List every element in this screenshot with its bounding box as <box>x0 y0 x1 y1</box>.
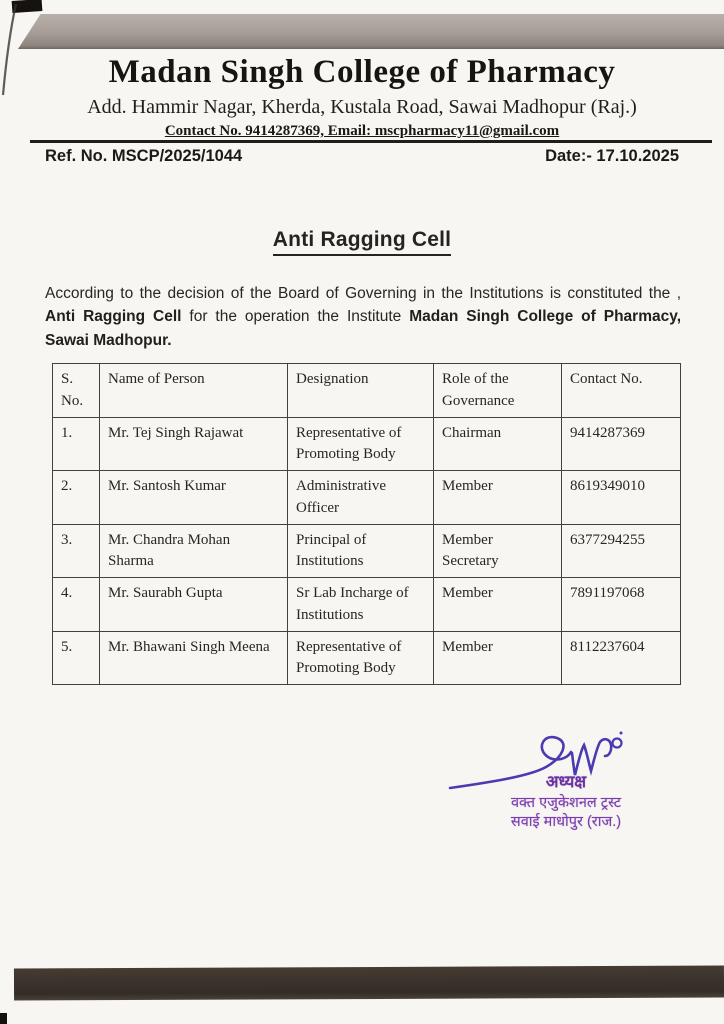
table-row <box>53 524 681 578</box>
college-contact: Contact No. 9414287369, Email: mscpharmacy11@gmail.com <box>164 122 560 139</box>
col-header-designation: Designation <box>288 364 434 418</box>
paragraph-seg3: for the operation the Institute <box>181 308 410 326</box>
cell-sno: 4. <box>53 578 100 632</box>
cell-role: Member <box>434 471 562 525</box>
stamp-trust-name: वक्त एजुकेशनल ट्रस्ट <box>510 794 622 811</box>
cell-name: Mr. Saurabh Gupta <box>100 578 288 632</box>
cell-name: Mr. Bhawani Singh Meena <box>100 631 288 685</box>
rubber-stamp-text <box>476 772 656 832</box>
cell-contact: 6377294255 <box>562 524 681 578</box>
scan-shadow-band-top <box>18 14 724 49</box>
cell-designation: Principal of Institutions <box>288 524 434 578</box>
college-title: Madan Singh College of Pharmacy <box>108 54 616 90</box>
document-date: Date:- 17.10.2025 <box>545 147 679 165</box>
stamp-designation: अध्यक्ष <box>545 773 587 791</box>
cell-role: Member <box>434 578 562 632</box>
document-heading-wrap <box>0 228 724 256</box>
committee-table <box>52 363 681 685</box>
table-row <box>53 471 681 525</box>
reference-row <box>45 147 679 166</box>
cell-role: Chairman <box>434 417 562 471</box>
cell-designation: Representative of Promoting Body <box>288 631 434 685</box>
cell-contact: 8619349010 <box>562 471 681 525</box>
cell-contact: 9414287369 <box>562 417 681 471</box>
document-heading: Anti Ragging Cell <box>273 228 451 256</box>
table-row <box>53 578 681 632</box>
cell-sno: 5. <box>53 631 100 685</box>
col-header-sno: S. No. <box>53 364 100 418</box>
cell-designation: Sr Lab Incharge of Institutions <box>288 578 434 632</box>
table-header-row <box>53 364 681 418</box>
stamp-location: सवाई माधोपुर (राज.) <box>510 813 622 830</box>
paragraph-seg2-bold: Anti Ragging Cell <box>45 308 182 326</box>
body-paragraph <box>45 282 681 352</box>
col-header-contact: Contact No. <box>562 364 681 418</box>
table-row <box>53 417 681 471</box>
cell-name: Mr. Chandra Mohan Sharma <box>100 524 288 578</box>
cell-contact: 7891197068 <box>562 578 681 632</box>
cell-role: Member <box>434 631 562 685</box>
col-header-role: Role of the Governance <box>434 364 562 418</box>
cell-sno: 2. <box>53 471 100 525</box>
cell-name: Mr. Tej Singh Rajawat <box>100 417 288 471</box>
cell-contact: 8112237604 <box>562 631 681 685</box>
cell-sno: 3. <box>53 524 100 578</box>
paragraph-seg4-bold: Madan Singh College of Pharmacy, Sawai Madhopur. <box>45 308 682 349</box>
ref-number: Ref. No. MSCP/2025/1044 <box>45 147 243 165</box>
scan-shadow-band-bottom <box>14 965 724 1000</box>
paragraph-seg1: According to the decision of the Board of Governing in the Institutions is constituted the , <box>45 285 681 302</box>
cell-designation: Representative of Promoting Body <box>288 417 434 471</box>
college-address: Add. Hammir Nagar, Kherda, Kustala Road, Sawai Madhopur (Raj.) <box>87 95 637 118</box>
scan-corner-artifact-bottom <box>0 1013 7 1024</box>
cell-name: Mr. Santosh Kumar <box>100 471 288 525</box>
col-header-name: Name of Person <box>100 364 288 418</box>
cell-designation: Administrative Officer <box>288 471 434 525</box>
letterhead-divider-rule <box>30 140 712 143</box>
cell-sno: 1. <box>53 417 100 471</box>
letterhead <box>0 54 724 140</box>
table-row <box>53 631 681 685</box>
cell-role: Member Secretary <box>434 524 562 578</box>
